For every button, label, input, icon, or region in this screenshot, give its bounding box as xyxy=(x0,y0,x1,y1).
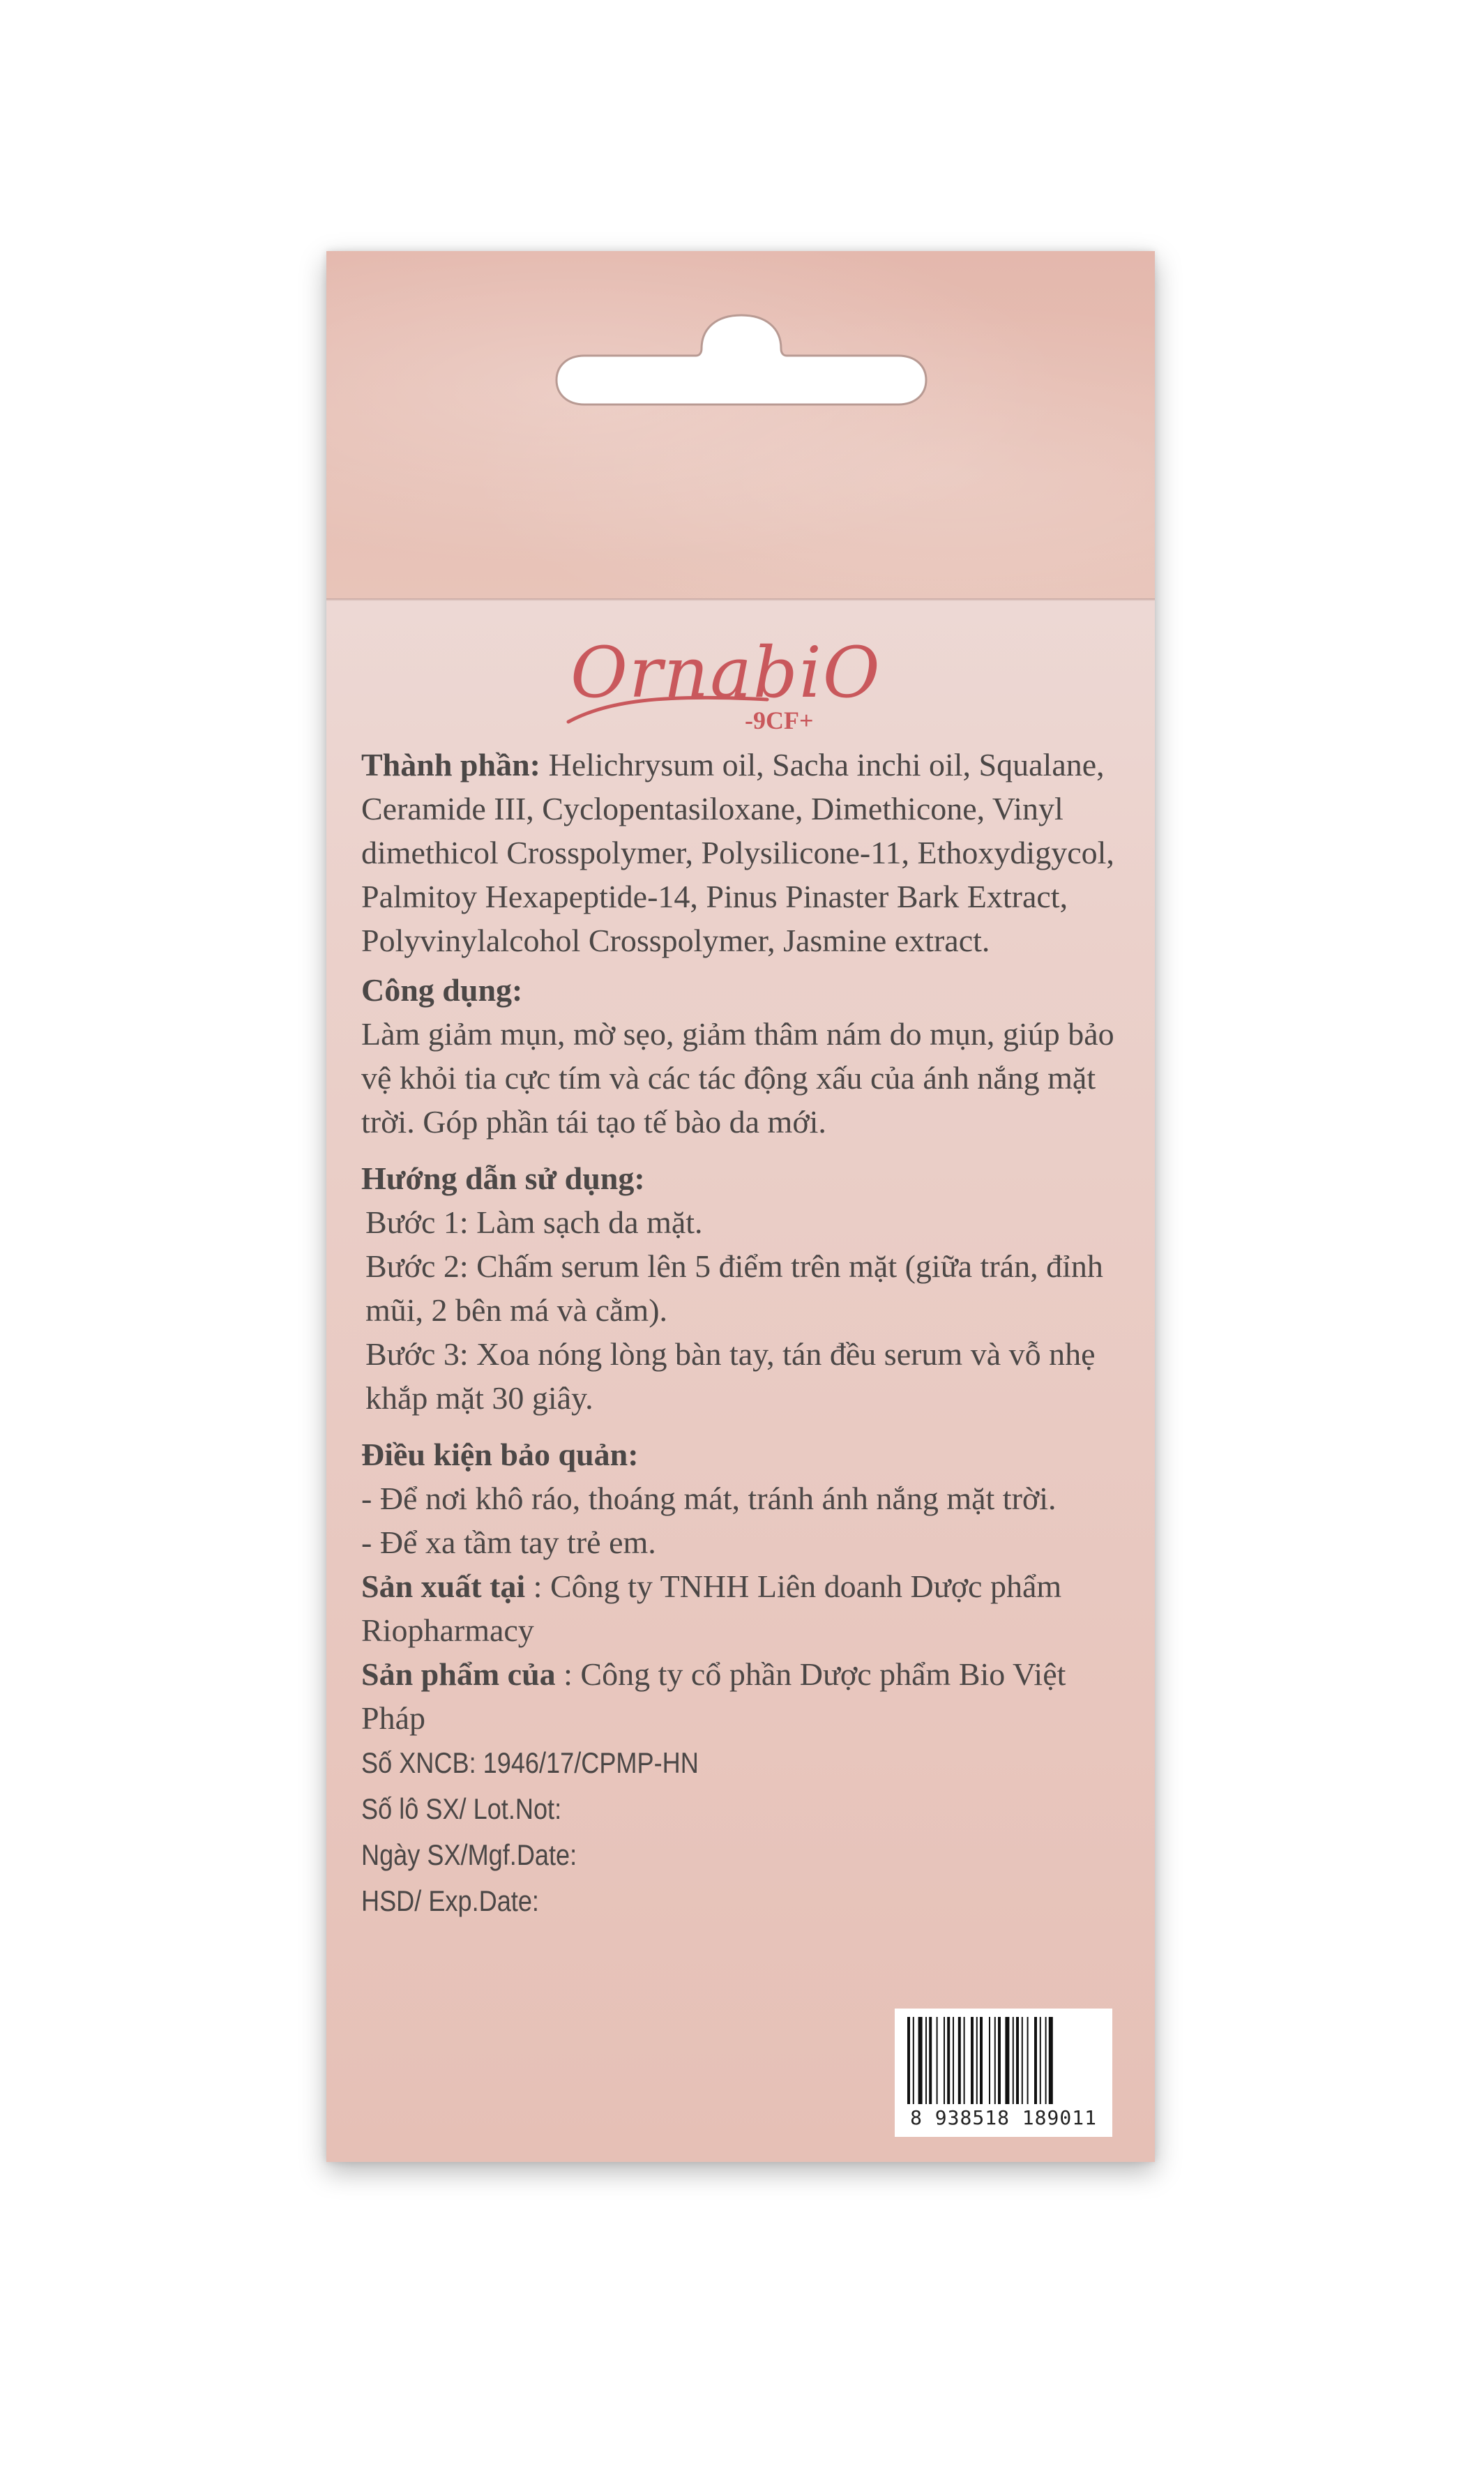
header-divider xyxy=(326,598,1155,601)
manufacturer-label: Sản xuất tại xyxy=(361,1568,526,1604)
ingredients xyxy=(361,743,1135,962)
manufacturer-text: : Công ty TNHH Liên doanh Dược phẩm Riopharmacy xyxy=(361,1568,1062,1648)
owner-text: : Công ty cổ phần Dược phẩm Bio Việt Pháp xyxy=(361,1656,1066,1736)
hang-hole-icon xyxy=(543,307,940,411)
brand-sub: -9CF+ xyxy=(745,706,814,734)
storage-line-1: - Để nơi khô ráo, thoáng mát, tránh ánh nắng mặt trời. xyxy=(361,1481,1057,1516)
step-2: Bước 2: Chấm serum lên 5 điểm trên mặt (giữa trán, đỉnh mũi, 2 bên má và cằm). xyxy=(365,1248,1103,1328)
barcode-number: 8 938518 189011 xyxy=(910,2106,1097,2129)
card-header xyxy=(326,251,1155,598)
xncb-number: Số XNCB: 1946/17/CPMP-HN xyxy=(361,1746,699,1779)
storage-line-2: - Để xa tầm tay trẻ em. xyxy=(361,1525,656,1560)
step-3: Bước 3: Xoa nóng lòng bàn tay, tán đều serum và vỗ nhẹ khắp mặt 30 giây. xyxy=(365,1336,1096,1416)
uses-text: Làm giảm mụn, mờ sẹo, giảm thâm nám do mụn, giúp bảo vệ khỏi tia cực tím và các tác động xấu của ánh nắng mặt trời. Góp phần tái tạo tế bào da mới. xyxy=(361,1016,1114,1140)
ingredients-text: Helichrysum oil, Sacha inchi oil, Squalane, Ceramide III, Cyclopentasiloxane, Dimethicone, Vinyl dimethicol Crosspolymer, Polysilicone-11, Ethoxydigycol, Palmitoy Hexapeptide-14, Pinus Pinaster Bark Extract, Polyvinylalcohol Crosspolymer, Jasmine extract. xyxy=(361,747,1114,958)
storage-title: Điều kiện bảo quản: xyxy=(361,1437,639,1472)
ingredients-label: Thành phần: xyxy=(361,747,540,782)
brand-logo xyxy=(570,632,898,743)
owner xyxy=(361,1652,1135,1740)
instructions-title: Hướng dẫn sử dụng: xyxy=(361,1160,645,1196)
product-card xyxy=(326,251,1155,2162)
label-content xyxy=(361,743,1135,1924)
lot-number-label: Số lô SX/ Lot.Not: xyxy=(361,1792,562,1825)
owner-label: Sản phẩm của xyxy=(361,1656,556,1692)
manufacturer xyxy=(361,1564,1135,1652)
uses-title: Công dụng: xyxy=(361,972,523,1008)
barcode xyxy=(895,2009,1112,2137)
step-1: Bước 1: Làm sạch da mặt. xyxy=(365,1204,703,1240)
exp-date-label: HSD/ Exp.Date: xyxy=(361,1884,539,1917)
barcode-icon xyxy=(907,2017,1100,2108)
mfg-date-label: Ngày SX/Mgf.Date: xyxy=(361,1838,577,1871)
brand-name: OrnabiO xyxy=(570,632,881,713)
